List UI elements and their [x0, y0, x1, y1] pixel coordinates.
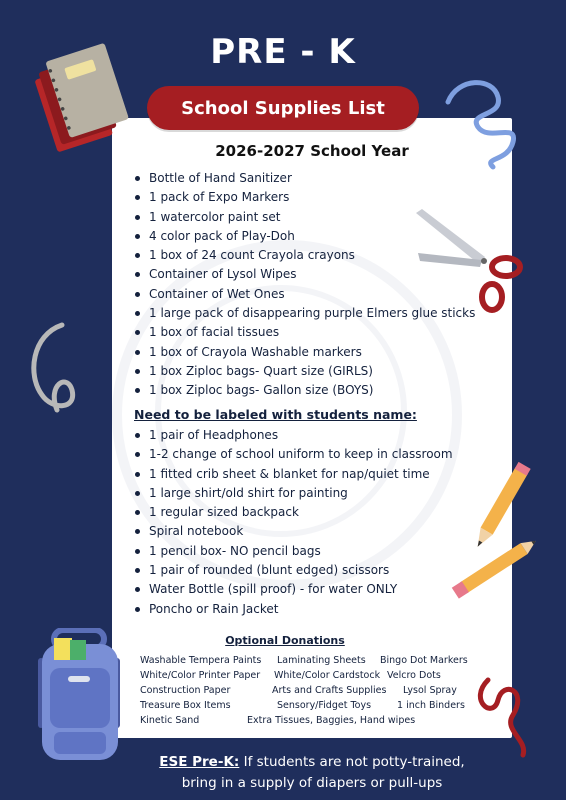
donation-item: Velcro Dots: [387, 670, 441, 681]
donation-item: Washable Tempera Paints: [140, 655, 262, 666]
list-item: 1 regular sized backpack: [134, 503, 453, 522]
scissors-icon: [410, 205, 540, 325]
list-item: Spiral notebook: [134, 522, 453, 541]
labeled-items-heading: Need to be labeled with students name:: [134, 407, 417, 422]
list-item: 1-2 change of school uniform to keep in classroom: [134, 445, 453, 464]
list-item: 1 pack of Expo Markers: [134, 188, 475, 207]
donation-item: Kinetic Sand: [140, 715, 200, 726]
school-year: 2026-2027 School Year: [215, 142, 409, 160]
donation-item: Construction Paper: [140, 685, 231, 696]
donation-item: Treasure Box Items: [140, 700, 231, 711]
list-item: Container of Wet Ones: [134, 285, 475, 304]
backpack-icon: [24, 628, 136, 763]
list-item: Poncho or Rain Jacket: [134, 600, 453, 619]
list-item: Container of Lysol Wipes: [134, 265, 475, 284]
donation-item: 1 inch Binders: [397, 700, 465, 711]
donation-item: Sensory/Fidget Toys: [277, 700, 372, 711]
list-item: 1 watercolor paint set: [134, 208, 475, 227]
donation-item: Lysol Spray: [403, 685, 457, 696]
donation-item: White/Color Printer Paper: [140, 670, 261, 681]
list-item: 4 color pack of Play-Doh: [134, 227, 475, 246]
page-title: PRE - K: [210, 32, 356, 72]
list-item: 1 box of 24 count Crayola crayons: [134, 246, 475, 265]
squiggle-icon: [468, 660, 548, 760]
list-item: Bottle of Hand Sanitizer: [134, 169, 475, 188]
labeled-items-list: [134, 426, 453, 619]
optional-donations-title: Optional Donations: [225, 634, 345, 647]
list-item: Water Bottle (spill proof) - for water ONLY: [134, 580, 453, 599]
list-item: 1 pencil box- NO pencil bags: [134, 542, 453, 561]
donation-item: Extra Tissues, Baggies, Hand wipes: [247, 715, 416, 726]
list-item: 1 large shirt/old shirt for painting: [134, 484, 453, 503]
donation-item: Laminating Sheets: [277, 655, 366, 666]
list-item: 1 pair of Headphones: [134, 426, 453, 445]
list-item: 1 box Ziploc bags- Gallon size (BOYS): [134, 381, 475, 400]
ese-line1: If students are not potty-trained,: [239, 754, 465, 770]
pencil-icon: [440, 528, 550, 608]
ese-note: [112, 752, 512, 794]
list-item: 1 box of facial tissues: [134, 323, 475, 342]
donation-item: White/Color Cardstock: [274, 670, 381, 681]
list-item: 1 fitted crib sheet & blanket for nap/quiet time: [134, 465, 453, 484]
list-item: 1 box of Crayola Washable markers: [134, 343, 475, 362]
notebooks-icon: [28, 42, 138, 152]
list-item: 1 box Ziploc bags- Quart size (GIRLS): [134, 362, 475, 381]
title-banner: School Supplies List: [147, 86, 419, 130]
ese-line2: bring in a supply of diapers or pull-ups: [181, 775, 443, 791]
ese-label: ESE Pre-K:: [159, 754, 240, 770]
donation-item: Bingo Dot Markers: [380, 655, 468, 666]
donation-item: Arts and Crafts Supplies: [272, 685, 387, 696]
squiggle-icon: [438, 72, 528, 172]
list-item: 1 pair of rounded (blunt edged) scissors: [134, 561, 453, 580]
list-item: 1 large pack of disappearing purple Elmers glue sticks: [134, 304, 475, 323]
squiggle-icon: [22, 315, 92, 425]
